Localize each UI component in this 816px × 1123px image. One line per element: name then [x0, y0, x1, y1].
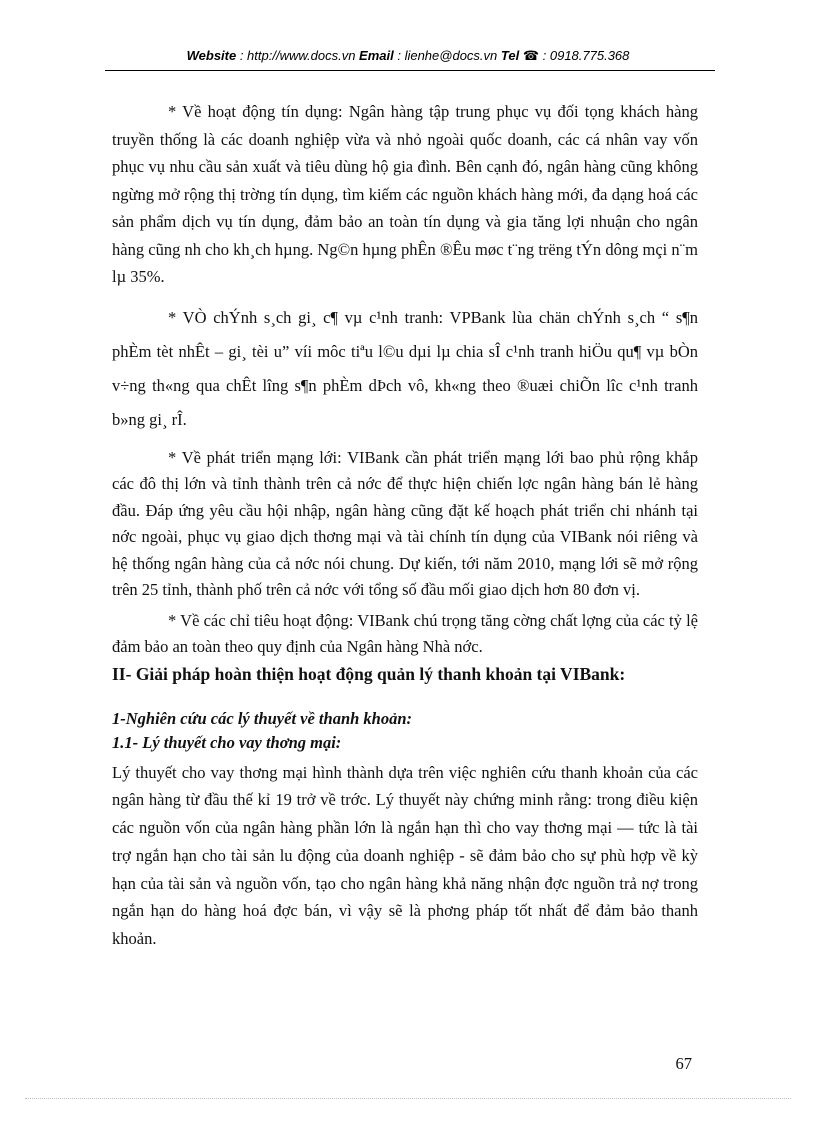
subheading-commercial-loan: 1.1- Lý thuyết cho vay thơng mại: [112, 732, 342, 752]
subheading-theories: 1-Nghiên cứu các lý thuyết về thanh khoản: [112, 708, 413, 728]
paragraph-commercial-loan: Lý thuyết cho vay thơng mại hình thành dựa trên việc nghiên cứu thanh khoản của các ngân hàng từ đầu thế kỉ 19 trở về trớc. Lý thuyết này chứng minh rằng: trong điều kiện các nguồn vốn của ngân hàng phần lớn là ngắn hạn thì cho vay thơng mại — tức là tài trợ ngắn hạn cho tài sản lu động của doanh nghiệp - sẽ đảm bảo cho sự phù hợp về kỳ hạn của tài sản và nguồn vốn, tạo cho ngân hàng khả năng nhận đợc nguồn trả nợ trong ngắn hạn do hàng hoá đợc bán, vì vậy sẽ là phơng pháp tốt nhất để đảm bảo thanh khoản. [112, 762, 698, 949]
email-label: Email [359, 48, 394, 63]
header-divider [105, 70, 715, 71]
phone-icon: ☎ [522, 48, 540, 63]
paragraph-indicators: * Về các chỉ tiêu hoạt động: VIBank chú trọng tăng cờng chất lợng của các tỷ lệ đảm bảo an toàn theo quy định của Ngân hàng Nhà nớc. [112, 610, 698, 656]
paragraph-network: * Về phát triển mạng lới: VIBank cần phát triển mạng lới bao phủ rộng khắp các đô thị lớn và tỉnh thành trên cả nớc để thực hiện chiến lợc ngân hàng bán lẻ hàng đầu. Đáp ứng yêu cầu hội nhập, ngân hàng cũng đặt kế hoạch phát triển chi nhánh tại nớc ngoài, phục vụ giao dịch thơng mại và tài chính tín dụng của VIBank nói riêng và hệ thống ngân hàng của cả nớc nói chung. Dự kiến, tới năm 2010, mạng lới sẽ mở rộng trên 25 tỉnh, thành phố trên cả nớc với tổng số đầu mối giao dịch hơn 80 đơn vị. [112, 447, 698, 599]
website-value: : http://www.docs.vn [236, 48, 360, 63]
document-body [112, 98, 698, 953]
tel-label: Tel [500, 48, 520, 63]
website-label: Website [186, 48, 237, 63]
email-value: : lienhe@docs.vn [393, 48, 501, 63]
section-heading: II- Giải pháp hoàn thiện hoạt động quản lý thanh khoản tại VIBank: [112, 663, 626, 684]
paragraph-credit: * Về hoạt động tín dụng: Ngân hàng tập trung phục vụ đối tọng khách hàng truyền thống là các doanh nghiệp vừa và nhỏ ngoài quốc doanh, các cá nhân vay vốn phục vụ nhu cầu sản xuất và tiêu dùng hộ gia đình. Bên cạnh đó, ngân hàng cũng không ngừng mở rộng thị trờng tín dụng, tìm kiếm các nguồn khách hàng mới, đa dạng hoá các sản phẩm dịch vụ tín dụng, đảm bảo an toàn tín dụng và gia tăng lợi nhuận cho ngân hàng cũng nh cho kh¸ch hµng. Ng©n hµng phÊn ®Êu møc t¨ng trëng tÝn dông mçi n¨m lµ 35%. [112, 102, 698, 286]
tel-value: : 0918.775.368 [539, 48, 630, 63]
page-bottom-divider [25, 1098, 791, 1099]
page-header [0, 48, 816, 64]
page-number: 67 [675, 1054, 692, 1073]
paragraph-pricing: * VÒ chÝnh s¸ch gi¸ c¶ vµ c¹nh tranh: VPBank lùa chän chÝnh s¸ch “ s¶n phÈm tèt nhÊt – gi¸ tèi u” víi môc tiªu l©u dµi lµ chia sÎ c¹nh tranh hiÖu qu¶ vµ bÒn v÷ng th«ng qua chÊt lîng s¶n phÈm dÞch vô, kh«ng theo ®uæi chiÕn lîc c¹nh tranh b»ng gi¸ rÎ. [112, 307, 698, 429]
